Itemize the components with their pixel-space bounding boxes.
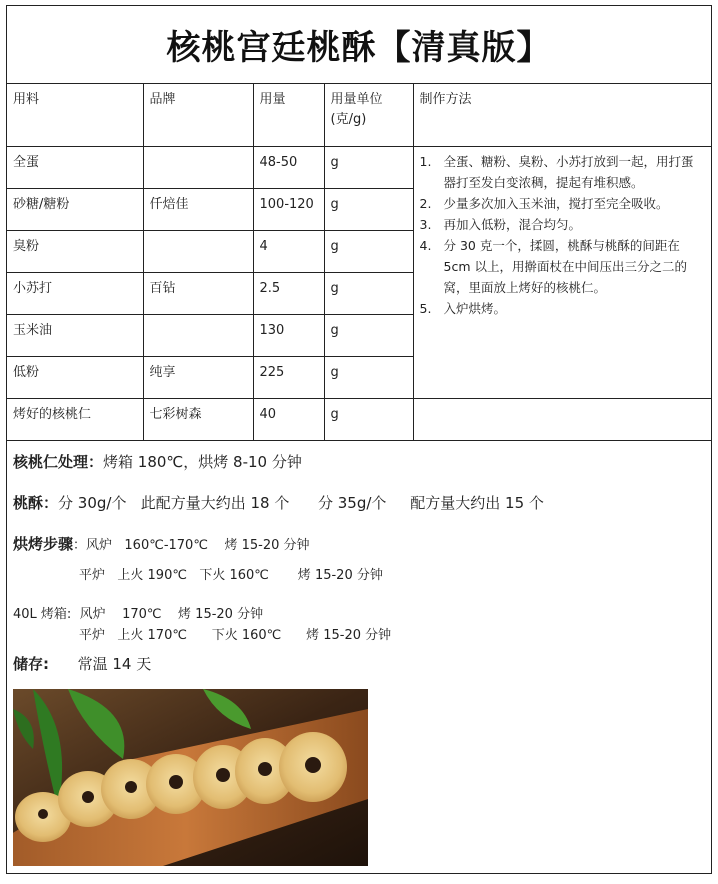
table-header-row bbox=[7, 84, 711, 147]
ingredient-cell: 低粉 bbox=[7, 357, 143, 399]
unit-cell: g bbox=[324, 231, 413, 273]
ingredient-cell: 玉米油 bbox=[7, 315, 143, 357]
storage-text: 常温 14 天 bbox=[77, 655, 152, 673]
unit-cell: g bbox=[324, 357, 413, 399]
method-step bbox=[420, 151, 706, 193]
brand-cell: 仟焙佳 bbox=[143, 189, 253, 231]
recipe-table bbox=[7, 84, 711, 441]
step-number: 1. bbox=[419, 154, 432, 169]
table-row bbox=[7, 399, 711, 441]
page-title: 核桃宫廷桃酥【清真版】 bbox=[166, 28, 552, 68]
unit-cell: g bbox=[324, 315, 413, 357]
brand-cell bbox=[143, 147, 253, 189]
amount-cell: 40 bbox=[253, 399, 324, 441]
header-unit-line2: (克/g) bbox=[330, 112, 367, 127]
brand-cell bbox=[143, 315, 253, 357]
method-cell bbox=[413, 147, 711, 399]
notes-section bbox=[7, 441, 711, 675]
step-text: 再加入低粉，混合均匀。 bbox=[443, 217, 582, 232]
amount-cell: 130 bbox=[253, 315, 324, 357]
header-amount: 用量 bbox=[253, 84, 324, 147]
crisp-label: 桃酥： bbox=[13, 494, 59, 512]
ingredient-cell: 砂糖/糖粉 bbox=[7, 189, 143, 231]
cookie-photo bbox=[13, 689, 368, 866]
walnut-text: 烤箱 180℃，烘烤 8-10 分钟 bbox=[103, 453, 302, 471]
amount-cell: 2.5 bbox=[253, 273, 324, 315]
unit-cell: g bbox=[324, 189, 413, 231]
storage-line bbox=[13, 653, 703, 675]
method-steps bbox=[420, 151, 706, 319]
step-text: 分 30 克一个，揉圆，桃酥与桃酥的间距在 5cm 以上，用擀面杖在中间压出三分之二的窝，里面放上烤好的核桃仁。 bbox=[443, 238, 687, 295]
bake-steps-line2: 平炉 上火 190℃ 下火 160℃ 烤 15-20 分钟 bbox=[79, 568, 383, 583]
crisp-text: 分 30g/个 此配方量大约出 18 个 分 35g/个 配方量大约出 15 个 bbox=[58, 494, 544, 512]
ingredient-cell: 烤好的核桃仁 bbox=[7, 399, 143, 441]
amount-cell: 48-50 bbox=[253, 147, 324, 189]
unit-cell: g bbox=[324, 399, 413, 441]
brand-cell: 七彩树森 bbox=[143, 399, 253, 441]
header-method: 制作方法 bbox=[413, 84, 711, 147]
unit-cell: g bbox=[324, 273, 413, 315]
step-number: 4. bbox=[419, 238, 432, 253]
header-unit-line1: 用量单位 bbox=[330, 92, 383, 107]
header-brand: 品牌 bbox=[143, 84, 253, 147]
brand-cell: 百钻 bbox=[143, 273, 253, 315]
table-row bbox=[7, 147, 711, 189]
method-step bbox=[420, 235, 706, 298]
step-number: 2. bbox=[419, 196, 432, 211]
brand-cell bbox=[143, 231, 253, 273]
amount-cell: 4 bbox=[253, 231, 324, 273]
walnut-processing-line bbox=[13, 451, 703, 475]
method-step bbox=[420, 298, 706, 319]
bake-steps-line1 bbox=[13, 533, 703, 555]
oven40-line1 bbox=[13, 603, 703, 623]
unit-cell: g bbox=[324, 147, 413, 189]
ingredient-cell: 小苏打 bbox=[7, 273, 143, 315]
ingredient-cell: 全蛋 bbox=[7, 147, 143, 189]
oven40-label: 40L 烤箱: bbox=[13, 607, 72, 622]
walnut-label: 核桃仁处理： bbox=[13, 453, 104, 471]
step-number: 3. bbox=[419, 217, 432, 232]
storage-label: 储存: bbox=[13, 655, 49, 673]
ingredient-cell: 臭粉 bbox=[7, 231, 143, 273]
header-ingredient: 用料 bbox=[7, 84, 143, 147]
method-step bbox=[420, 193, 706, 214]
method-step bbox=[420, 214, 706, 235]
step-text: 入炉烘烤。 bbox=[443, 301, 507, 316]
step-text: 全蛋、糖粉、臭粉、小苏打放到一起，用打蛋器打至发白变浓稠，提起有堆积感。 bbox=[443, 154, 694, 190]
amount-cell: 225 bbox=[253, 357, 324, 399]
oven40-line1-text: 风炉 170℃ 烤 15-20 分钟 bbox=[79, 607, 264, 622]
recipe-page bbox=[6, 5, 712, 874]
brand-cell: 纯享 bbox=[143, 357, 253, 399]
step-number: 5. bbox=[419, 301, 432, 316]
amount-cell: 100-120 bbox=[253, 189, 324, 231]
bake-line1-text: ：风炉 160℃-170℃ 烤 15-20 分钟 bbox=[73, 538, 310, 553]
header-unit bbox=[324, 84, 413, 147]
bake-label: 烘烤步骤 bbox=[13, 535, 74, 553]
oven40-line2: 平炉 上火 170℃ 下火 160℃ 烤 15-20 分钟 bbox=[79, 628, 392, 643]
step-text: 少量多次加入玉米油，搅打至完全吸收。 bbox=[443, 196, 669, 211]
title-row bbox=[7, 6, 711, 84]
method-empty-cell bbox=[413, 399, 711, 441]
crisp-yield-line bbox=[13, 492, 703, 516]
cookie-photo-svg bbox=[13, 689, 368, 866]
